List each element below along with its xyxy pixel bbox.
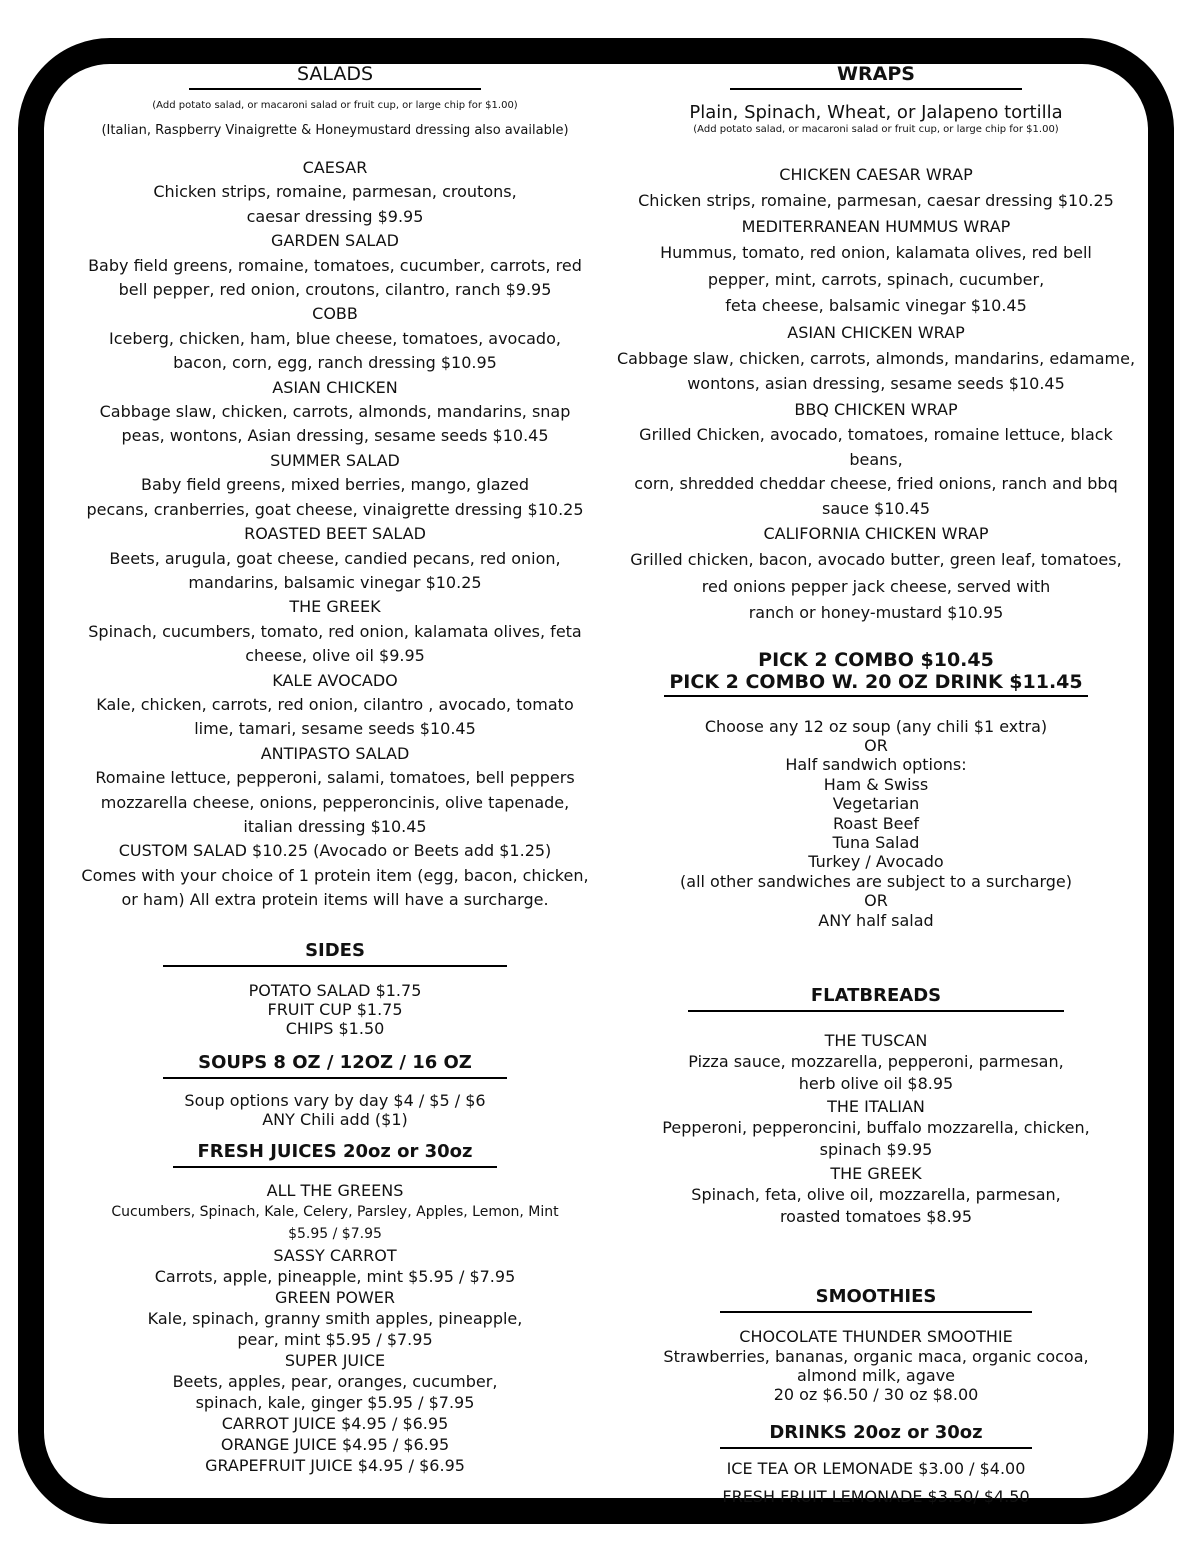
flatbread-desc: Pizza sauce, mozzarella, pepperoni, parmesan,	[688, 1052, 1064, 1072]
soups-section	[80, 1051, 590, 1130]
flatbread-desc: herb olive oil $8.95	[798, 1074, 954, 1094]
flatbread-desc: roasted tomatoes $8.95	[779, 1206, 973, 1226]
combo-line: Tuna Salad	[832, 833, 920, 852]
combo-title-rule	[664, 695, 1088, 697]
combo-line: OR	[864, 891, 888, 911]
wrap-desc: corn, shredded cheddar cheese, fried onions, ranch and bbq	[634, 474, 1118, 494]
wrap-desc: ranch or honey-mustard $10.95	[748, 603, 1004, 623]
juices-title: FRESH JUICES 20oz or 30oz	[197, 1140, 473, 1162]
juice-price: $5.95 / $7.95	[288, 1225, 382, 1242]
combo-line: Roast Beef	[833, 813, 919, 833]
drink-item: ICE TEA OR LEMONADE $3.00 / $4.00	[726, 1458, 1026, 1478]
salad-name: THE GREEK	[289, 597, 381, 617]
salads-title-rule	[189, 88, 481, 90]
juice-name: SUPER JUICE	[284, 1350, 386, 1370]
salad-desc: Baby field greens, mixed berries, mango, glazed	[140, 475, 530, 495]
salad-desc: bacon, corn, egg, ranch dressing $10.95	[173, 353, 497, 373]
juice-extra: GRAPEFRUIT JUICE $4.95 / $6.95	[205, 1455, 465, 1475]
juice-name: GREEN POWER	[274, 1287, 396, 1307]
sides-title: SIDES	[305, 939, 365, 961]
wraps-list	[610, 162, 1142, 627]
combo-drink-title: PICK 2 COMBO W. 20 OZ DRINK $11.45	[669, 670, 1083, 693]
combo-line: ANY half salad	[818, 910, 934, 930]
wraps-section	[610, 62, 1142, 627]
flatbread-desc: spinach $9.95	[819, 1140, 933, 1160]
flatbread-desc: Spinach, feta, olive oil, mozzarella, parmesan,	[691, 1184, 1061, 1204]
wrap-desc: Chicken strips, romaine, parmesan, caesar dressing $10.25	[638, 191, 1114, 210]
salads-section	[80, 62, 590, 913]
juices-section	[80, 1140, 590, 1476]
combo-line: Turkey / Avocado	[808, 852, 944, 872]
salad-desc: lime, tamari, sesame seeds $10.45	[194, 719, 476, 739]
soups-title-rule	[163, 1077, 507, 1079]
salad-name: KALE AVOCADO	[272, 670, 398, 690]
flatbread-desc: Pepperoni, pepperoncini, buffalo mozzarella, chicken,	[662, 1118, 1090, 1138]
combo-line: Vegetarian	[832, 794, 920, 814]
salad-desc: Beets, arugula, goat cheese, candied pecans, red onion,	[109, 548, 561, 568]
drinks-title: DRINKS 20oz or 30oz	[769, 1421, 983, 1443]
salad-desc: Romaine lettuce, pepperoni, salami, tomatoes, bell peppers	[95, 768, 575, 788]
salad-desc: Kale, chicken, carrots, red onion, cilantro , avocado, tomato	[96, 694, 574, 714]
salad-desc: caesar dressing $9.95	[246, 206, 424, 226]
salad-desc: mozzarella cheese, onions, pepperoncinis, olive tapenade,	[100, 792, 570, 812]
juice-desc: pear, mint $5.95 / $7.95	[237, 1329, 433, 1349]
combo-line: Ham & Swiss	[823, 774, 929, 794]
wrap-desc: wontons, asian dressing, sesame seeds $10.45	[687, 374, 1065, 394]
wrap-desc: red onions pepper jack cheese, served with	[701, 576, 1051, 596]
side-item: POTATO SALAD $1.75	[248, 980, 422, 1000]
salad-name: ANTIPASTO SALAD	[260, 743, 410, 763]
smoothie-desc: Strawberries, bananas, organic maca, organic cocoa,	[663, 1346, 1089, 1366]
salad-desc: pecans, cranberries, goat cheese, vinaigrette dressing $10.25	[86, 499, 584, 519]
salad-name: CAESAR	[302, 158, 368, 177]
juice-name: ALL THE GREENS	[266, 1180, 404, 1200]
salad-desc: Baby field greens, romaine, tomatoes, cucumber, carrots, red	[88, 255, 582, 275]
combo-line: Half sandwich options:	[785, 755, 967, 775]
salad-desc: or ham) All extra protein items will have a surcharge.	[121, 890, 549, 910]
salad-name: GARDEN SALAD	[271, 231, 399, 251]
salad-desc: Spinach, cucumbers, tomato, red onion, kalamata olives, feta	[88, 621, 582, 641]
smoothies-title: SMOOTHIES	[815, 1286, 937, 1308]
wraps-tortilla-options: Plain, Spinach, Wheat, or Jalapeno tortilla	[689, 102, 1063, 123]
drinks-section	[610, 1421, 1142, 1511]
right-column	[610, 62, 1142, 1511]
smoothie-name: CHOCOLATE THUNDER SMOOTHIE	[739, 1327, 1013, 1347]
side-item: FRUIT CUP $1.75	[267, 1000, 403, 1019]
salad-name: ASIAN CHICKEN	[272, 377, 398, 397]
wrap-desc: Cabbage slaw, chicken, carrots, almonds, mandarins, edamame,	[616, 348, 1136, 368]
drink-item: FRESH FRUIT LEMONADE $3.50/ $4.50	[722, 1486, 1030, 1506]
salad-name: COBB	[312, 304, 358, 324]
wrap-name: CALIFORNIA CHICKEN WRAP	[763, 524, 989, 544]
juice-name: SASSY CARROT	[273, 1245, 397, 1265]
smoothie-price: 20 oz $6.50 / 30 oz $8.00	[773, 1385, 979, 1405]
salad-desc: Iceberg, chicken, ham, blue cheese, tomatoes, avocado,	[109, 328, 561, 348]
wrap-name: CHICKEN CAESAR WRAP	[779, 165, 973, 184]
soup-line: Soup options vary by day $4 / $5 / $6	[184, 1090, 486, 1110]
juice-desc: Carrots, apple, pineapple, mint $5.95 / $7.95	[154, 1266, 516, 1286]
combo-line: OR	[864, 735, 888, 755]
salad-name: CUSTOM SALAD $10.25 (Avocado or Beets add $1.25)	[118, 841, 552, 861]
combo-section	[610, 649, 1142, 930]
salad-desc: peas, wontons, Asian dressing, sesame seeds $10.45	[121, 426, 549, 446]
wrap-name: MEDITERRANEAN HUMMUS WRAP	[741, 217, 1011, 236]
soup-line: ANY Chili add ($1)	[262, 1110, 408, 1130]
flatbreads-section	[610, 984, 1142, 1229]
juice-extra: CARROT JUICE $4.95 / $6.95	[221, 1413, 449, 1433]
soups-title: SOUPS 8 OZ / 12OZ / 16 OZ	[198, 1051, 472, 1073]
juices-title-rule	[173, 1166, 497, 1168]
sides-title-rule	[163, 965, 507, 967]
salad-desc: Cabbage slaw, chicken, carrots, almonds, mandarins, snap	[99, 402, 571, 422]
combo-line: (all other sandwiches are subject to a surcharge)	[680, 871, 1072, 891]
salads-note-dressings: (Italian, Raspberry Vinaigrette & Honeymustard dressing also available)	[101, 123, 569, 138]
flatbreads-title-rule	[688, 1010, 1064, 1012]
salads-list	[80, 156, 590, 913]
side-item: CHIPS $1.50	[285, 1019, 385, 1039]
left-column	[80, 62, 590, 1476]
juice-desc: Beets, apples, pear, oranges, cucumber,	[172, 1371, 498, 1391]
wrap-desc: sauce $10.45	[822, 498, 930, 518]
wraps-title: WRAPS	[837, 63, 915, 85]
flatbread-name: THE TUSCAN	[824, 1031, 928, 1051]
flatbreads-title: FLATBREADS	[810, 985, 942, 1007]
salad-name: SUMMER SALAD	[270, 450, 400, 470]
salad-desc: bell pepper, red onion, croutons, cilantro, ranch $9.95	[118, 280, 552, 300]
wrap-desc: Grilled Chicken, avocado, tomatoes, romaine lettuce, black beans,	[639, 424, 1113, 469]
drinks-title-rule	[720, 1447, 1032, 1449]
salads-note-addons: (Add potato salad, or macaroni salad or fruit cup, or large chip for $1.00)	[152, 100, 518, 111]
salad-desc: Comes with your choice of 1 protein item (egg, bacon, chicken,	[81, 865, 589, 885]
smoothies-title-rule	[720, 1311, 1032, 1313]
juice-desc: spinach, kale, ginger $5.95 / $7.95	[195, 1392, 475, 1412]
salad-desc: Chicken strips, romaine, parmesan, croutons,	[153, 182, 517, 202]
wraps-title-rule	[730, 88, 1022, 90]
salad-desc: mandarins, balsamic vinegar $10.25	[188, 572, 482, 592]
salad-desc: cheese, olive oil $9.95	[245, 646, 425, 666]
flatbread-name: THE GREEK	[830, 1163, 922, 1183]
sides-section	[80, 939, 590, 1039]
salad-desc: italian dressing $10.45	[243, 816, 427, 836]
wrap-name: ASIAN CHICKEN WRAP	[787, 322, 965, 342]
combo-title: PICK 2 COMBO $10.45	[758, 648, 994, 671]
salad-name: ROASTED BEET SALAD	[244, 524, 426, 544]
flatbread-name: THE ITALIAN	[827, 1097, 925, 1117]
wrap-desc: pepper, mint, carrots, spinach, cucumber,	[707, 269, 1045, 289]
combo-line: Choose any 12 oz soup (any chili $1 extra)	[704, 716, 1048, 736]
wraps-note-addons: (Add potato salad, or macaroni salad or fruit cup, or large chip for $1.00)	[693, 124, 1059, 135]
salads-title: SALADS	[296, 63, 374, 85]
juice-desc: Kale, spinach, granny smith apples, pineapple,	[147, 1308, 523, 1328]
juice-extra: ORANGE JUICE $4.95 / $6.95	[220, 1434, 450, 1454]
smoothie-desc: almond milk, agave	[797, 1366, 955, 1386]
juice-desc: Cucumbers, Spinach, Kale, Celery, Parsley, Apples, Lemon, Mint	[111, 1203, 559, 1220]
wrap-desc: Hummus, tomato, red onion, kalamata olives, red bell	[660, 243, 1092, 262]
wrap-name: BBQ CHICKEN WRAP	[794, 399, 958, 419]
wrap-desc: Grilled chicken, bacon, avocado butter, green leaf, tomatoes,	[630, 550, 1122, 570]
wrap-desc: feta cheese, balsamic vinegar $10.45	[725, 296, 1027, 316]
smoothies-section	[610, 1285, 1142, 1405]
